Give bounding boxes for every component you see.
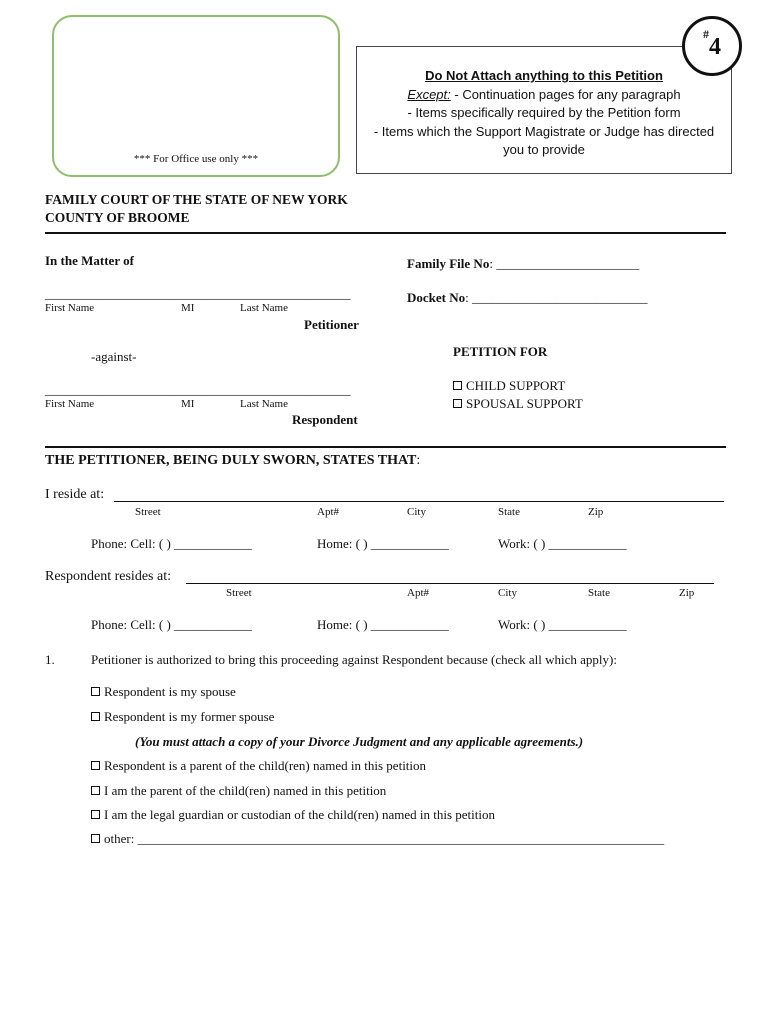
- child-support-label: CHILD SUPPORT: [466, 378, 566, 393]
- option-parent-of-children-label: Respondent is a parent of the child(ren) named in this petition: [104, 758, 427, 773]
- matter-label: In the Matter of: [45, 253, 134, 268]
- docket-field[interactable]: [407, 290, 648, 306]
- notice-heading: Do Not Attach anything to this Petition: [425, 68, 663, 83]
- badge-hash: #: [703, 27, 709, 41]
- reside-street-label: Street: [135, 506, 161, 518]
- form-number-badge: [682, 16, 742, 76]
- respondent-first-name-label: First Name: [45, 398, 95, 410]
- badge-number: 4: [709, 34, 721, 60]
- option-i-am-parent[interactable]: [91, 783, 386, 799]
- office-use-label: *** For Office use only ***: [133, 153, 259, 165]
- checkbox-icon[interactable]: [91, 834, 100, 843]
- office-use-box: [52, 15, 340, 177]
- respondent-last-name-label: Last Name: [240, 398, 288, 410]
- respondent-apt-label: Apt#: [407, 587, 429, 599]
- checkbox-icon[interactable]: [91, 786, 100, 795]
- petitioner-name-field[interactable]: _______________________________________________: [45, 286, 351, 301]
- respondent-name-field[interactable]: _______________________________________________: [45, 382, 351, 397]
- spousal-support-option[interactable]: [453, 396, 583, 412]
- option-spouse-label: Respondent is my spouse: [104, 684, 236, 699]
- reside-label: I reside at:: [45, 487, 105, 502]
- option-guardian-label: I am the legal guardian or custodian of the child(ren) named in this petition: [104, 807, 495, 822]
- notice-line-4: you to provide: [503, 142, 585, 157]
- option-guardian[interactable]: [91, 807, 495, 823]
- petitioner-work-phone-field[interactable]: Work: ( ) ____________: [498, 536, 627, 551]
- petitioner-home-phone-field[interactable]: Home: ( ) ____________: [317, 536, 449, 551]
- divider-rule-1: [45, 232, 726, 234]
- sworn-heading: [45, 453, 420, 469]
- divider-rule-2: [45, 446, 726, 448]
- checkbox-icon[interactable]: [453, 381, 462, 390]
- notice-line-2: - Items specifically required by the Petition form: [407, 105, 681, 120]
- spousal-support-label: SPOUSAL SUPPORT: [466, 396, 583, 411]
- petitioner-last-name-label: Last Name: [240, 302, 288, 314]
- option-former-spouse-label: Respondent is my former spouse: [104, 709, 275, 724]
- checkbox-icon[interactable]: [453, 399, 462, 408]
- respondent-label: Respondent: [292, 412, 358, 427]
- checkbox-icon[interactable]: [91, 810, 100, 819]
- reside-zip-label: Zip: [588, 506, 604, 518]
- option-other-label: other: _________________________________________________________________________________: [104, 831, 665, 846]
- respondent-city-label: City: [498, 587, 517, 599]
- petitioner-first-name-label: First Name: [45, 302, 95, 314]
- reside-address-line[interactable]: [114, 501, 724, 502]
- option-parent-of-children[interactable]: [91, 758, 426, 774]
- court-line-1: FAMILY COURT OF THE STATE OF NEW YORK: [45, 192, 348, 207]
- reside-apt-label: Apt#: [317, 506, 339, 518]
- family-file-field[interactable]: [407, 256, 639, 272]
- checkbox-icon[interactable]: [91, 712, 100, 721]
- docket-blank: : ___________________________: [465, 290, 648, 305]
- reside-state-label: State: [498, 506, 520, 518]
- petition-for-title: PETITION FOR: [453, 344, 548, 359]
- item-1-text: Petitioner is authorized to bring this proceeding against Respondent because (check all which apply):: [91, 652, 617, 667]
- notice-box: [356, 46, 732, 174]
- family-file-blank: : ______________________: [489, 256, 640, 271]
- petitioner-mi-label: MI: [181, 302, 195, 314]
- notice-line-3: - Items which the Support Magistrate or Judge has directed: [373, 123, 715, 139]
- court-line-2: COUNTY OF BROOME: [45, 210, 190, 225]
- respondent-mi-label: MI: [181, 398, 195, 410]
- notice-text: [357, 67, 731, 160]
- respondent-zip-label: Zip: [679, 587, 695, 599]
- family-file-label: Family File No: [407, 256, 490, 271]
- respondent-work-phone-field[interactable]: Work: ( ) ____________: [498, 617, 627, 632]
- item-1-number: 1.: [45, 652, 55, 667]
- respondent-state-label: State: [588, 587, 610, 599]
- sworn-heading-text: THE PETITIONER, BEING DULY SWORN, STATES THAT: [45, 453, 417, 468]
- respondent-street-label: Street: [226, 587, 252, 599]
- checkbox-icon[interactable]: [91, 761, 100, 770]
- option-i-am-parent-label: I am the parent of the child(ren) named in this petition: [104, 783, 387, 798]
- against-label: -against-: [91, 349, 137, 364]
- option-former-spouse[interactable]: [91, 709, 274, 725]
- divorce-judgment-note: (You must attach a copy of your Divorce Judgment and any applicable agreements.): [135, 734, 584, 749]
- notice-line-1: [357, 86, 731, 105]
- option-spouse[interactable]: [91, 684, 236, 700]
- notice-except-label: Except:: [407, 86, 451, 102]
- court-heading: [45, 191, 348, 227]
- petitioner-label: Petitioner: [304, 317, 359, 332]
- respondent-reside-label: Respondent resides at:: [45, 569, 171, 584]
- sworn-heading-colon: :: [416, 453, 421, 468]
- respondent-cell-phone-field[interactable]: Phone: Cell: ( ) ____________: [91, 617, 253, 632]
- respondent-address-line[interactable]: [186, 583, 714, 584]
- notice-line-1-rest: - Continuation pages for any paragraph: [450, 86, 681, 102]
- respondent-home-phone-field[interactable]: Home: ( ) ____________: [317, 617, 449, 632]
- reside-city-label: City: [407, 506, 426, 518]
- petitioner-cell-phone-field[interactable]: Phone: Cell: ( ) ____________: [91, 536, 253, 551]
- child-support-option[interactable]: [453, 378, 565, 394]
- docket-label: Docket No: [407, 290, 466, 305]
- option-other[interactable]: [91, 831, 664, 847]
- checkbox-icon[interactable]: [91, 687, 100, 696]
